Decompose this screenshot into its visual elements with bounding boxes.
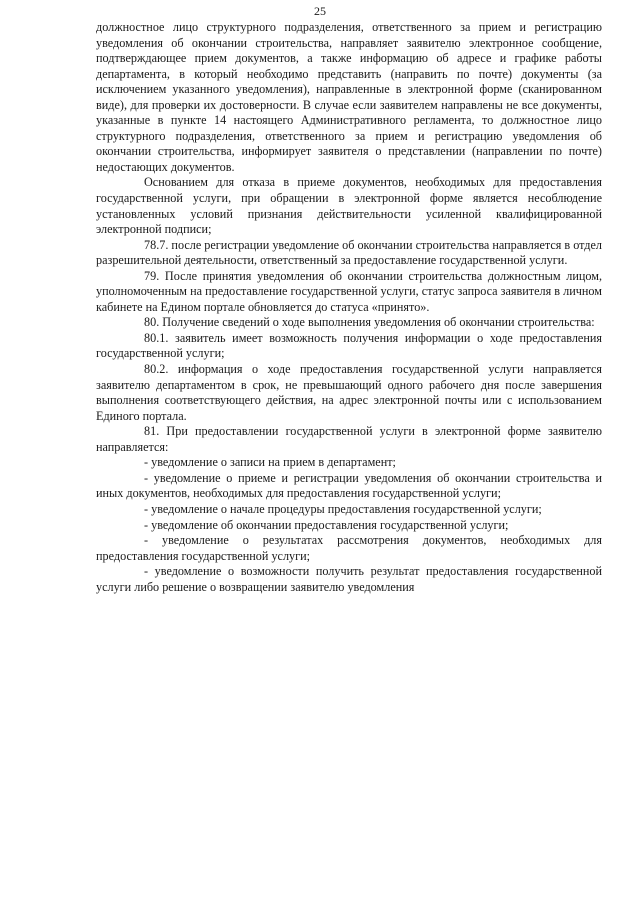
document-body (96, 20, 602, 595)
paragraph: 78.7. после регистрации уведомление об окончании строительства направляется в отдел разрешительной деятельности, ответственный за предоставление государственной услуги. (96, 237, 602, 268)
paragraph: должностное лицо структурного подразделения, ответственного за прием и регистрацию уведомления об окончании строительства, направляет заявителю электронное сообщение, подтверждающее прием документов, а также информацию об адресе и графике работы департамента, в который необходимо представить (направить по почте) документы (за исключением указанного уведомления), направленные в электронной форме (сканированном виде), для проверки их достоверности. В случае если заявителем направлены не все документы, указанные в пункте 14 настоящего Административного регламента, то должностное лицо структурного подразделения, ответственного за прием и регистрацию уведомления об окончании строительства, информирует заявителя о представлении (направлении по почте) недостающих документов. (96, 20, 602, 174)
list-item: - уведомление о записи на прием в департамент; (144, 455, 396, 470)
paragraph: 80.2. информация о ходе предоставления государственной услуги направляется заявителю департаментом в срок, не превышающий одного рабочего дня после завершения выполнения соответствующего действия, на адрес электронной почты или с использованием Единого портала. (96, 362, 602, 423)
list-item: - уведомление о возможности получить результат предоставления государственной услуги либо решение о возвращении заявителю уведомления (96, 564, 602, 594)
list-item: - уведомление о результатах рассмотрения документов, необходимых для предоставления государственной услуги; (96, 533, 602, 563)
paragraph: 80.1. заявитель имеет возможность получения информации о ходе предоставления государственной услуги; (96, 330, 602, 361)
paragraph: 79. После принятия уведомления об окончании строительства должностным лицом, уполномоченным на предоставление государственной услуги, статус запроса заявителя в личном кабинете на Едином портале обновляется до статуса «принято». (96, 268, 602, 314)
paragraph: Основанием для отказа в приеме документов, необходимых для предоставления государственной услуги, при обращении в электронной форме является несоблюдение установленных условий признания действительности усиленной квалифицированной электронной подписи; (96, 175, 602, 237)
list-item: - уведомление о приеме и регистрации уведомления об окончании строительства и иных документов, необходимых для предоставления государственной услуги; (96, 470, 602, 501)
page-number: 25 (314, 4, 326, 18)
paragraph: 80. Получение сведений о ходе выполнения уведомления об окончании строительства: (144, 315, 595, 330)
paragraph: 81. При предоставлении государственной услуги в электронной форме заявителю направляется: (96, 424, 602, 454)
list-item: - уведомление о начале процедуры предоставления государственной услуги; (144, 501, 542, 516)
list-item: - уведомление об окончании предоставления государственной услуги; (144, 517, 509, 532)
